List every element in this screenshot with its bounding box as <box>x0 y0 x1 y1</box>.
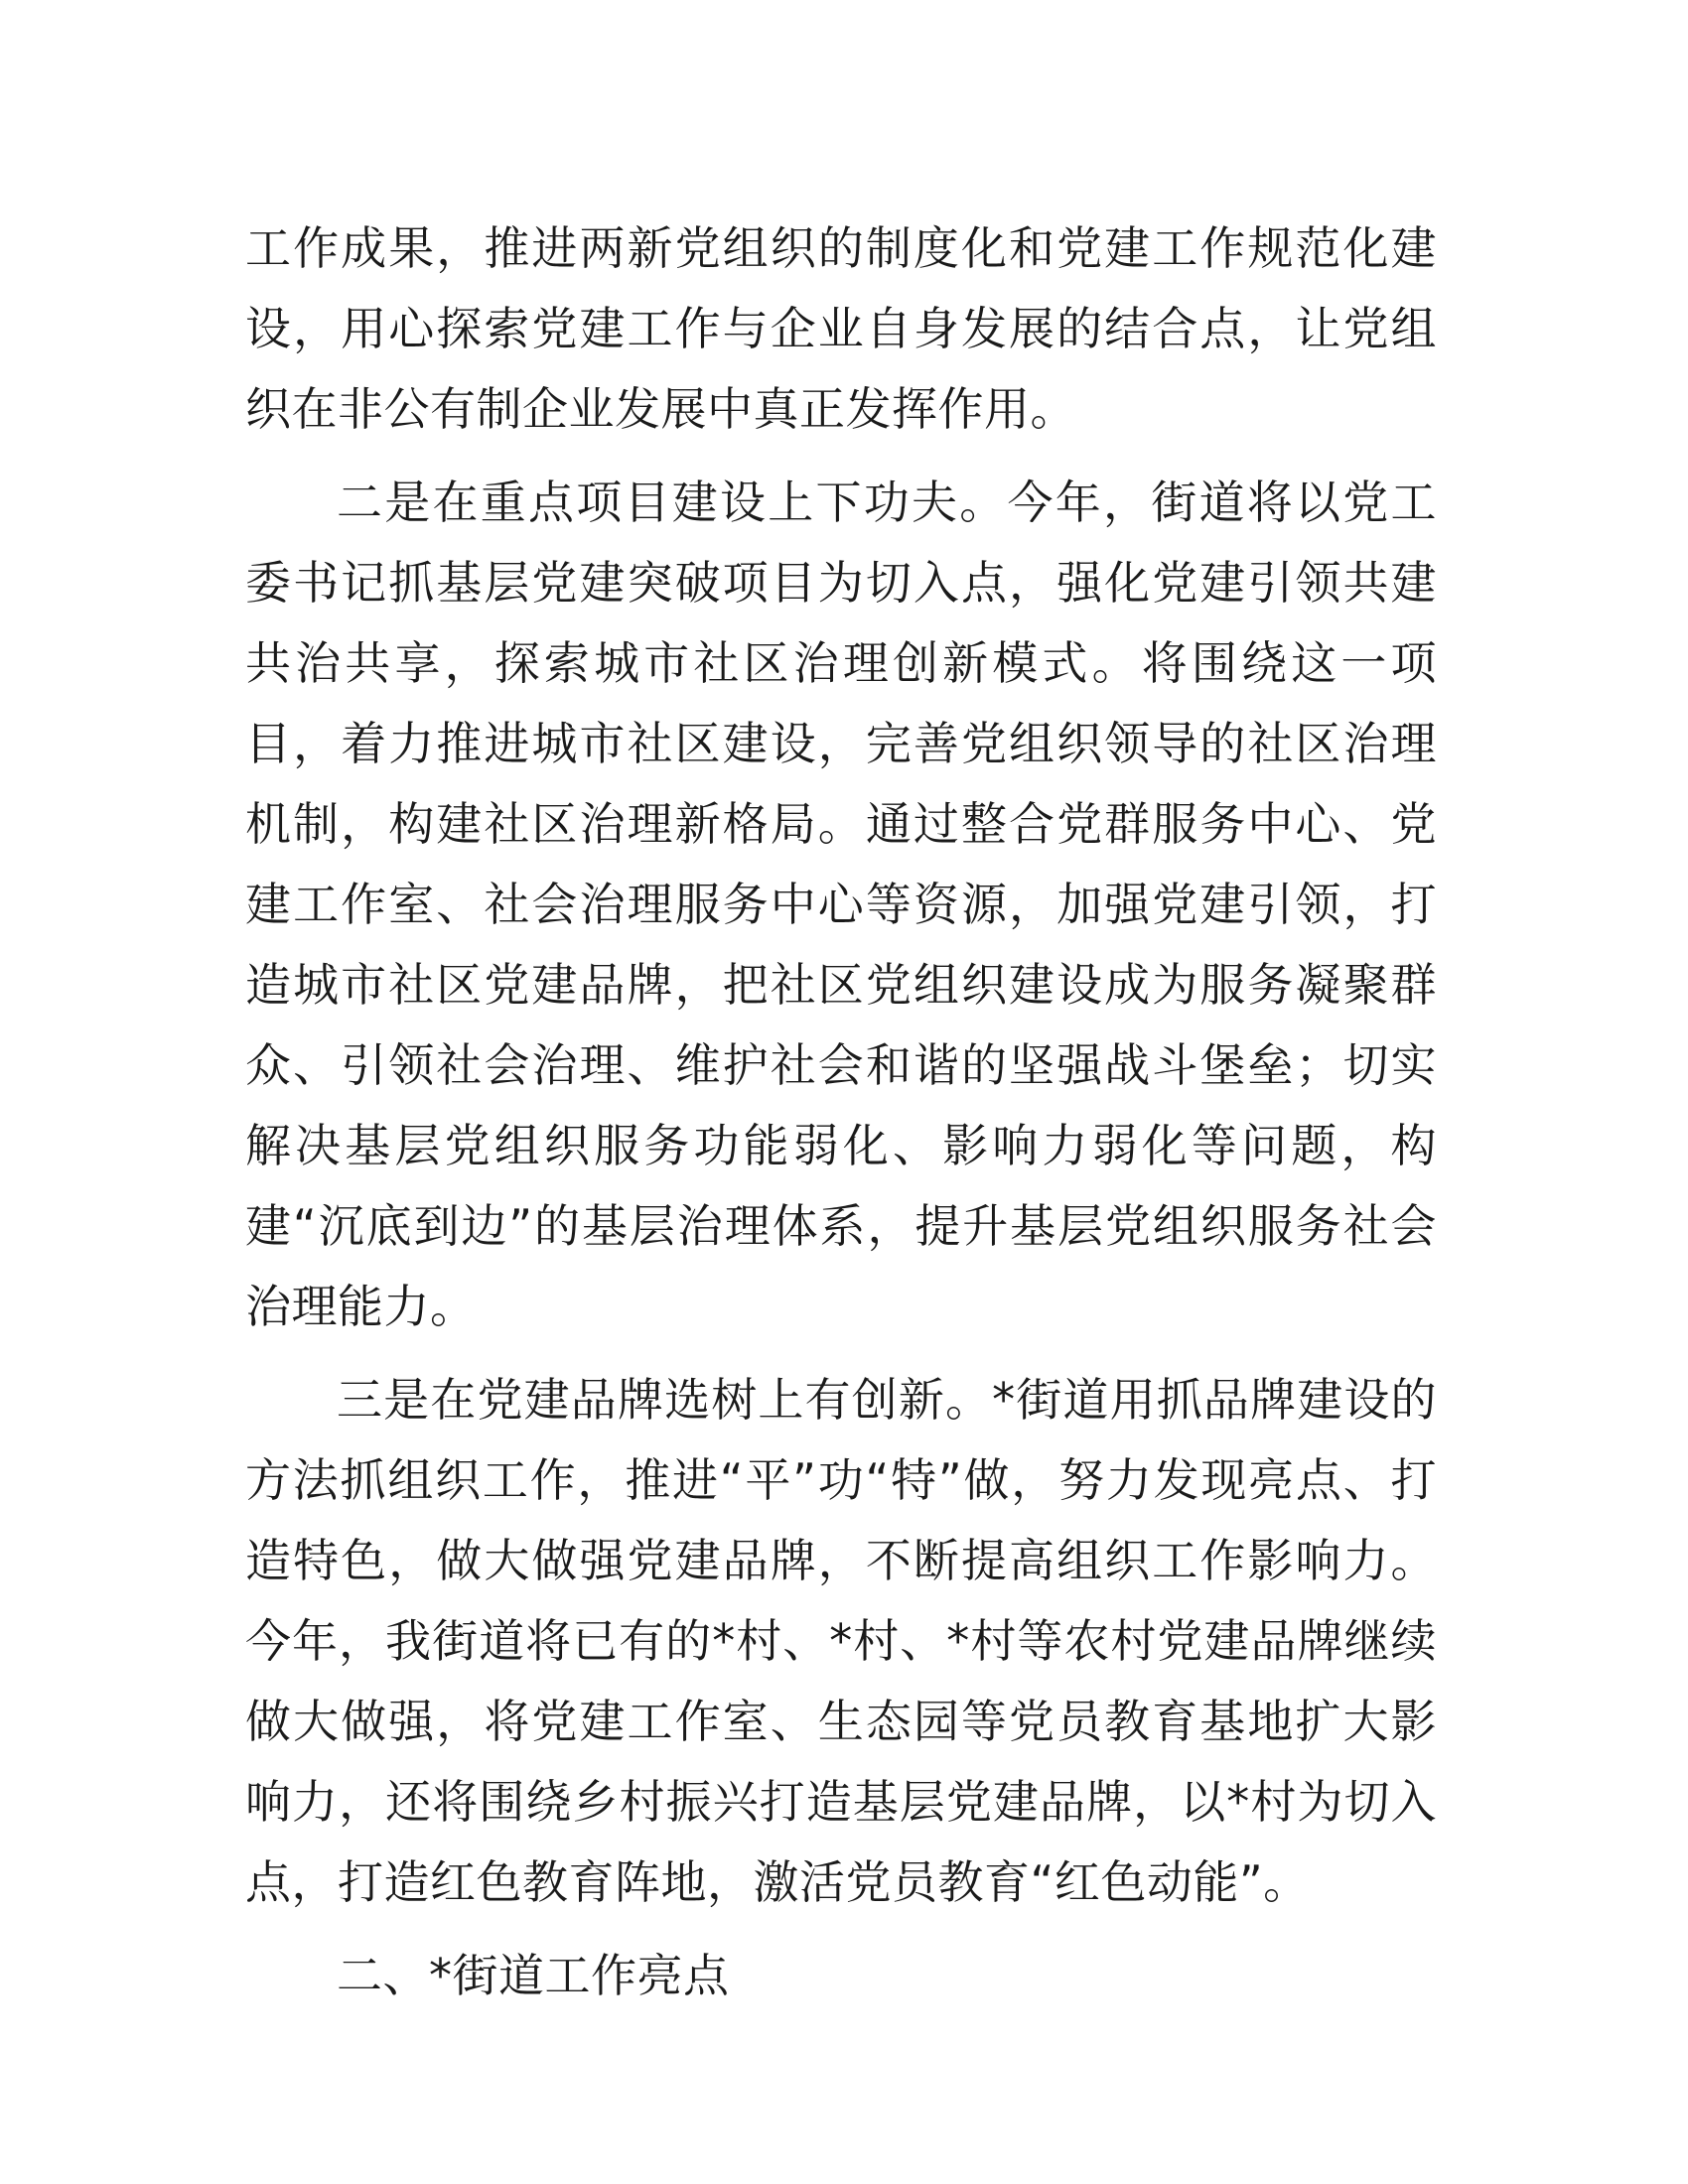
paragraph-continuation: 工作成果，推进两新党组织的制度化和党建工作规范化建设，用心探索党建工作与企业自身发展的结合点，让党组织在非公有制企业发展中真正发挥作用。 <box>245 221 1437 436</box>
paragraph-party-brand: 三是在党建品牌选树上有创新。*街道用抓品牌建设的方法抓组织工作，推进“平”功“特”做，努力发现亮点、打造特色，做大做强党建品牌，不断提高组织工作影响力。今年，我街道将已有的*村、*村、*村等农村党建品牌继续做大做强，将党建工作室、生态园等党员教育基地扩大影响力，还将围绕乡村振兴打造基层党建品牌，以*村为切入点，打造红色教育阵地，激活党员教育“红色动能”。 <box>245 1373 1437 1909</box>
document-body <box>245 208 1437 2016</box>
paragraph-key-projects: 二是在重点项目建设上下功夫。今年，街道将以党工委书记抓基层党建突破项目为切入点，强化党建引领共建共治共享，探索城市社区治理创新模式。将围绕这一项目，着力推进城市社区建设，完善党组织领导的社区治理机制，构建社区治理新格局。通过整合党群服务中心、党建工作室、社会治理服务中心等资源，加强党建引领，打造城市社区党建品牌，把社区党组织建设成为服务凝聚群众、引领社会治理、维护社会和谐的坚强战斗堡垒；切实解决基层党组织服务功能弱化、影响力弱化等问题，构建“沉底到边”的基层治理体系，提升基层党组织服务社会治理能力。 <box>245 476 1437 1333</box>
section-heading: 二、*街道工作亮点 <box>337 1949 730 2002</box>
